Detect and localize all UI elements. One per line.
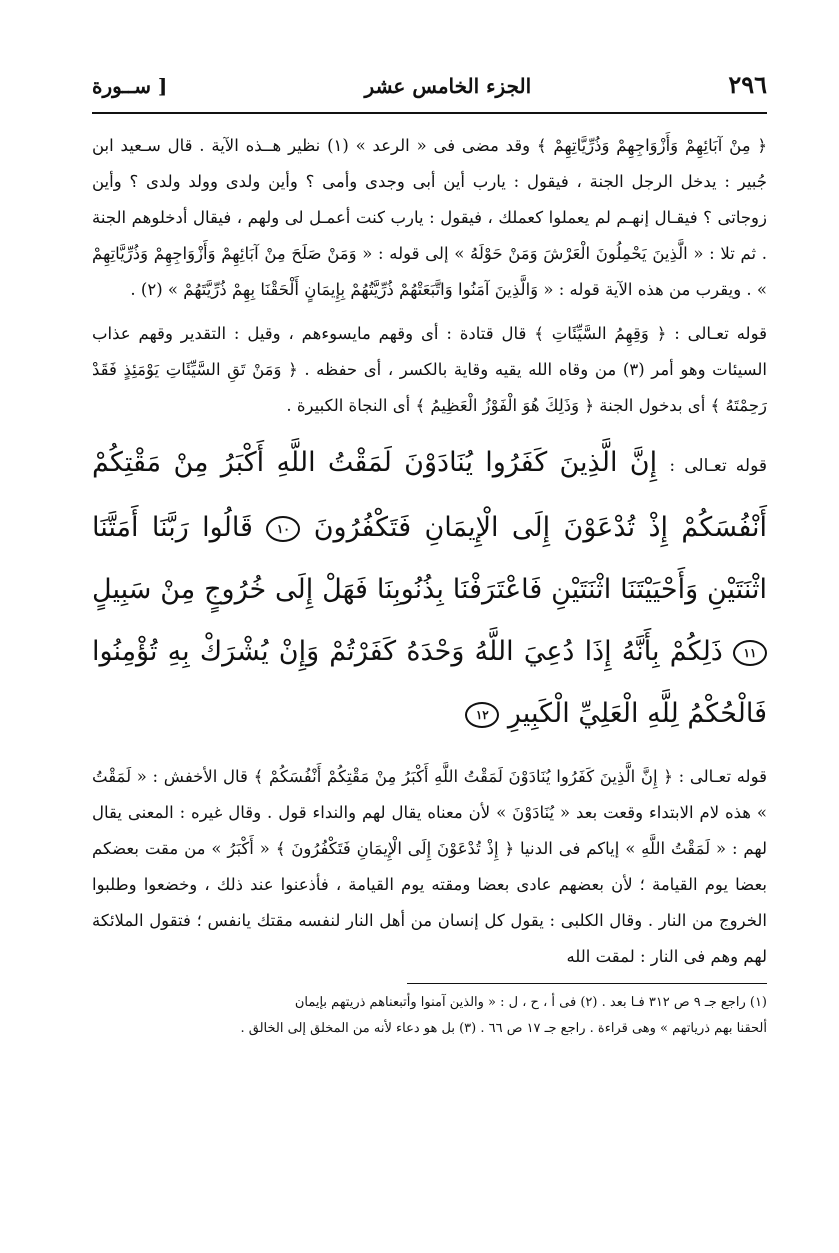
verse-text: ذَلِكُمْ بِأَنَّهُ إِذَا دُعِيَ اللَّهُ وَحْدَهُ كَفَرْتُمْ وَإِنْ يُشْرَكْ بِهِ تُؤْمِنُوا فَالْحُكْمُ لِلَّهِ الْعَلِيِّ الْكَبِيرِ [92, 636, 767, 729]
ayah-number-marker: ١٠ [266, 516, 300, 542]
verse-text: قَالُوا رَبَّنَا أَمَتَّنَا اثْنَتَيْنِ وَأَحْيَيْتَنَا اثْنَتَيْنِ فَاعْتَرَفْنَا بِذُنُوبِنَا فَهَلْ إِلَى خُرُوجٍ مِنْ سَبِيلٍ [92, 512, 767, 605]
footnotes [92, 990, 767, 1042]
running-title: الجزء الخامس عشر [364, 74, 532, 98]
page-header [92, 70, 767, 110]
surah-label: [ ســورة [92, 74, 168, 98]
commentary-paragraph: قوله تعـالى : ﴿ إِنَّ الَّذِينَ كَفَرُوا يُنَادَوْنَ لَمَقْتُ اللَّهِ أَكْبَرُ مِنْ مَقْتِكُمْ أَنْفُسَكُمْ ﴾ قال الأخفش : « لَمَقْتُ » هذه لام الابتداء وقعت بعد « يُنَادَوْنَ » لأن معناه يقال لهم والنداء قول . وقال غيره : المعنى يقال لهم : « لَمَقْتُ اللَّهِ » إياكم فى الدنيا ﴿ إِذْ تُدْعَوْنَ إِلَى الْإِيمَانِ فَتَكْفُرُونَ ﴾ « أَكْبَرُ » من مقت بعضكم بعضا يوم القيامة ؛ لأن بعضهم عادى بعضا ومقته يوم القيامة ، فأذعنوا عند ذلك ، وخضعوا وطلبوا الخروج من النار . وقال الكلبى : يقول كل إنسان من أهل النار لنفسه مقتك يانفس ؛ فتقول الملائكة لهم وهم فى النار : لمقت الله [92, 767, 767, 966]
footnote-line: ألحقنا بهم ذرياتهم » وهى قراءة . راجع جـ ١٧ ص ٦٦ . (٣) بل هو دعاء لأنه من المخلق إلى الخالق . [240, 1021, 767, 1036]
quran-verses-block [92, 432, 767, 745]
commentary-paragraph: ﴿ مِنْ آبَائِهِمْ وَأَزْوَاجِهِمْ وَذُرِّيَّاتِهِمْ ﴾ وقد مضى فى « الرعد » (١) نظير هــذه الآية . قال سـعيد ابن جُبير : يدخل الرجل الجنة ، فيقول : يارب أين أبى وجدى وأمى ؟ وأين ولدى وولد ولدى ؟ وأين زوجاتى ؟ فيقـال إنهـم لم يعملوا كعملك ، فيقول : يارب كنت أعمـل لى ولهم ، فيقال أدخلوهم الجنة . ثم تلا : « الَّذِينَ يَحْمِلُونَ الْعَرْشَ وَمَنْ حَوْلَهُ » إلى قوله : « وَمَنْ صَلَحَ مِنْ آبَائِهِمْ وَأَزْوَاجِهِمْ وَذُرِّيَّاتِهِمْ » . ويقرب من هذه الآية قوله : « وَالَّذِينَ آمَنُوا وَاتَّبَعَتْهُمْ ذُرِّيَّتُهُمْ بِإِيمَانٍ أَلْحَقْنَا بِهِمْ ذُرِّيَّتَهُمْ » (٢) . [92, 136, 767, 299]
header-rule [92, 112, 767, 114]
footnote-rule [407, 983, 767, 984]
verse-text: إِنَّ الَّذِينَ كَفَرُوا يُنَادَوْنَ لَمَقْتُ اللَّهِ أَكْبَرُ مِنْ مَقْتِكُمْ أَنْفُسَكُمْ إِذْ تُدْعَوْنَ إِلَى الْإِيمَانِ فَتَكْفُرُونَ [92, 447, 767, 543]
page-number: ٢٩٦ [728, 70, 767, 99]
ayah-number-marker: ١٢ [465, 702, 499, 728]
commentary-paragraph: قوله تعـالى : ﴿ وَقِهِمُ السَّيِّئَاتِ ﴾ قال قتادة : أى وقهم مايسوءهم ، وقيل : التقدير وقهم عذاب السيئات وهو أمر (٣) من وقاه الله يقيه وقاية بالكسر ، أى حفظه . ﴿ وَمَنْ تَقِ السَّيِّئَاتِ يَوْمَئِذٍ فَقَدْ رَحِمْتَهُ ﴾ أى بدخول الجنة ﴿ وَذَلِكَ هُوَ الْفَوْزُ الْعَظِيمُ ﴾ أى النجاة الكبيرة . [92, 324, 767, 415]
verse-intro: قوله تعـالى : [669, 456, 767, 476]
ayah-number-marker: ١١ [733, 640, 767, 666]
footnote-line: (١) راجع جـ ٩ ص ٣١٢ فـا بعد . (٢) فى أ ، ح ، ل : « والذين آمنوا وأتبعناهم ذريتهم بإيمان [294, 995, 767, 1010]
